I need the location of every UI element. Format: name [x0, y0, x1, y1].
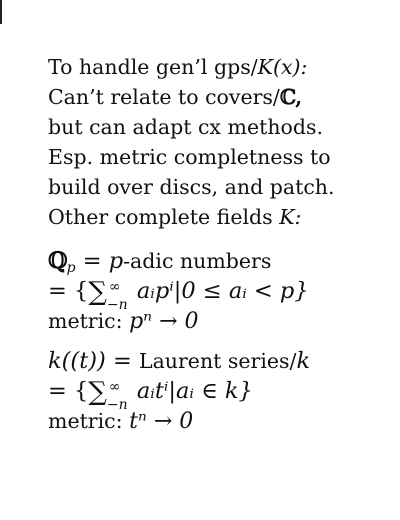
intro-line-2 [48, 82, 388, 112]
math-kx: K(x): [257, 55, 308, 79]
math-k: K: [279, 205, 302, 229]
intro-text-1: To handle gen’l gps/ [48, 55, 258, 79]
laurent-def-text: Laurent series/ [138, 349, 297, 373]
sum-symbol: ∑ [88, 277, 107, 307]
qp-metric-math: pⁿ → 0 [129, 309, 199, 334]
laurent-series-body: aᵢtⁱ|aᵢ ∈ k} [136, 378, 253, 404]
slide-content [48, 52, 388, 436]
qp-metric-label: metric: [48, 309, 130, 333]
qp-symbol: ℚ$_p$ [48, 248, 76, 277]
intro-line-1 [48, 52, 388, 82]
qp-series [48, 276, 388, 313]
laurent-equals: = [105, 348, 139, 374]
intro-text-6: Other complete fields [48, 205, 280, 229]
laurent-field: k((t)) [48, 348, 106, 374]
sum-limits: ∞ −n [106, 379, 128, 413]
qp-definition [48, 246, 388, 276]
spacer [48, 232, 388, 246]
laurent-metric [48, 406, 388, 436]
laurent-metric-math: tⁿ → 0 [129, 409, 194, 434]
intro-line-6 [48, 202, 388, 232]
qp-metric [48, 306, 388, 336]
math-complex: ℂ, [279, 85, 302, 109]
qp-p: p [108, 248, 124, 274]
intro-text-2: Can’t relate to covers/ [48, 85, 280, 109]
laurent-metric-label: metric: [48, 409, 130, 433]
intro-line-4: Esp. metric completness to [48, 145, 331, 169]
spacer [48, 336, 388, 346]
intro-line-3: but can adapt cx methods. [48, 115, 324, 139]
qp-def-text: -adic numbers [123, 249, 272, 273]
sum-limits: ∞ −n [106, 279, 128, 313]
left-edge-mark [0, 0, 2, 24]
qp-series-body: aᵢpⁱ|0 ≤ aᵢ < p} [136, 278, 309, 304]
laurent-k: k [296, 348, 311, 374]
sum-symbol: ∑ [88, 377, 107, 407]
qp-equals: = [82, 248, 109, 274]
laurent-definition [48, 346, 388, 376]
laurent-series [48, 376, 388, 413]
intro-line-5: build over discs, and patch. [48, 175, 335, 199]
qp-series-open: = { [48, 278, 89, 304]
laurent-series-open: = { [48, 378, 89, 404]
